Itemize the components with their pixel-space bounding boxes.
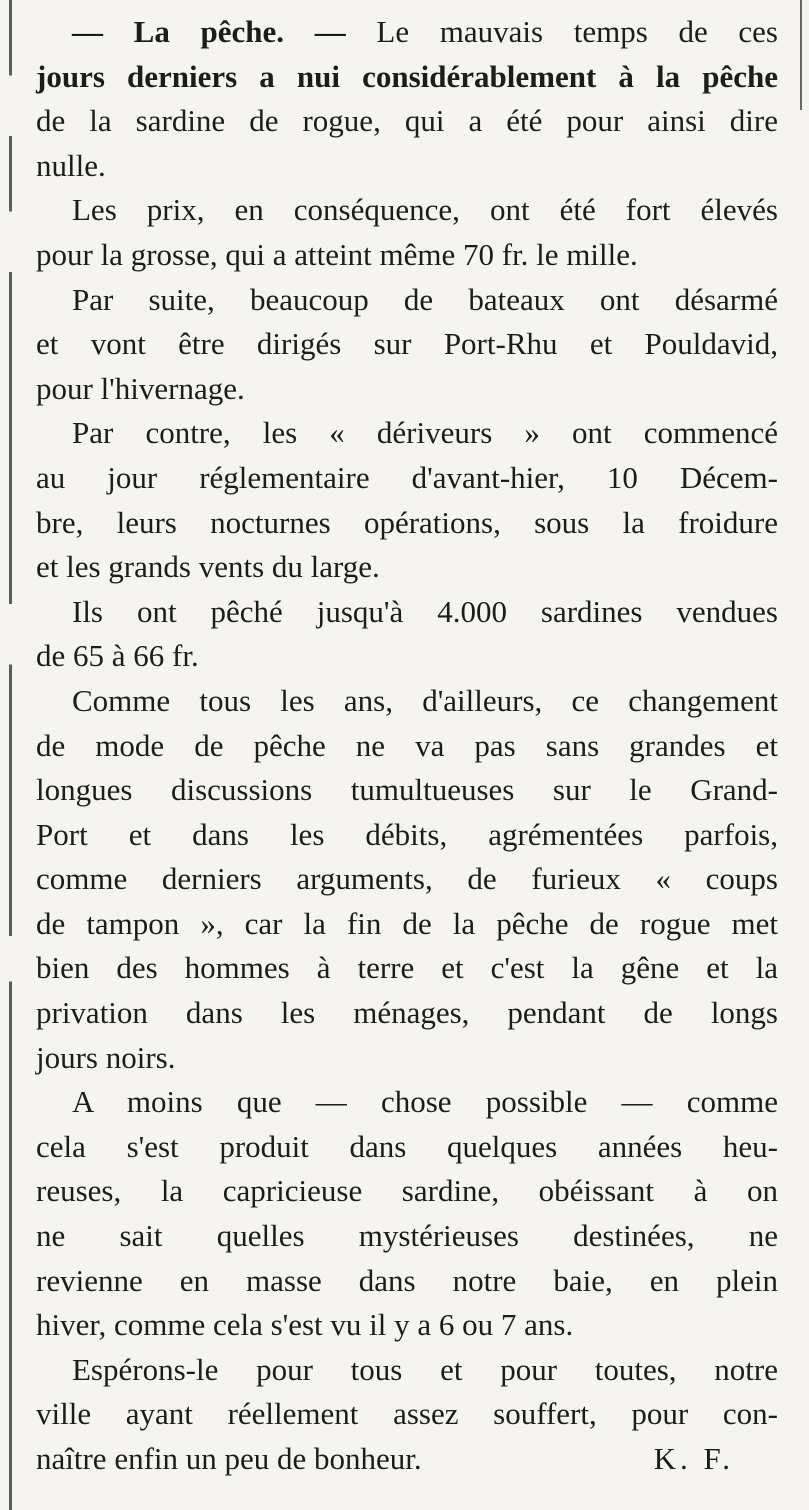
article-line: de tampon », car la fin de la pêche de rogue met (36, 905, 778, 941)
article-line: de mode de pêche ne va pas sans grandes et (36, 727, 778, 763)
article-line: Espérons-le pour tous et pour toutes, notre (72, 1351, 778, 1387)
article-line: privation dans les ménages, pendant de longs (36, 995, 778, 1031)
article-line: Comme tous les ans, d'ailleurs, ce changement (72, 682, 778, 718)
article-closing-line (36, 1437, 778, 1482)
column-rule-left (9, 0, 12, 1510)
article-line: Ils ont pêché jusqu'à 4.000 sardines vendues (72, 593, 778, 629)
article-line: Par suite, beaucoup de bateaux ont désarmé (72, 281, 778, 317)
article-line: Les prix, en conséquence, ont été fort élevés (72, 192, 778, 228)
article-heading-line (36, 10, 778, 55)
article-column (36, 10, 778, 1482)
article-line: nulle. (36, 147, 106, 183)
article-line: pour la grosse, qui a atteint même 70 fr. le mille. (36, 236, 638, 272)
article-line: jours noirs. (36, 1039, 176, 1075)
column-rule-right (800, 0, 802, 110)
article-line: longues discussions tumultueuses sur le Grand- (36, 772, 778, 808)
article-signature: K. F. (653, 1441, 734, 1476)
article-line: Port et dans les débits, agrémentées parfois, (36, 816, 778, 852)
article-line: au jour réglementaire d'avant-hier, 10 Décem- (36, 459, 778, 495)
article-line: Par contre, les « dériveurs » ont commencé (72, 415, 778, 451)
article-line: bien des hommes à terre et c'est la gêne et la (36, 950, 778, 986)
article-line: cela s'est produit dans quelques années heu- (36, 1128, 778, 1164)
article-line: et vont être dirigés sur Port-Rhu et Pouldavid, (36, 326, 778, 362)
article-title: — La pêche. — (72, 14, 346, 49)
article-line: pour l'hivernage. (36, 370, 245, 406)
article-line: revienne en masse dans notre baie, en plein (36, 1262, 778, 1298)
article-line: bre, leurs nocturnes opérations, sous la froidure (36, 504, 778, 540)
article-line: jours derniers a nui considérablement à la pêche (36, 58, 778, 94)
article-line: Le mauvais temps de ces (345, 14, 778, 49)
article-line: comme derniers arguments, de furieux « coups (36, 861, 778, 897)
article-line: de 65 à 66 fr. (36, 638, 199, 674)
article-line: hiver, comme cela s'est vu il y a 6 ou 7 ans. (36, 1307, 574, 1343)
article-line: ville ayant réellement assez souffert, pour con- (36, 1396, 778, 1432)
article-line: A moins que — chose possible — comme (72, 1084, 778, 1120)
article-line: reuses, la capricieuse sardine, obéissant à on (36, 1173, 778, 1209)
article-line: et les grands vents du large. (36, 549, 380, 585)
article-line: naître enfin un peu de bonheur. (36, 1441, 422, 1476)
article-line: ne sait quelles mystérieuses destinées, ne (36, 1218, 778, 1254)
article-line: de la sardine de rogue, qui a été pour ainsi dire (36, 103, 778, 139)
